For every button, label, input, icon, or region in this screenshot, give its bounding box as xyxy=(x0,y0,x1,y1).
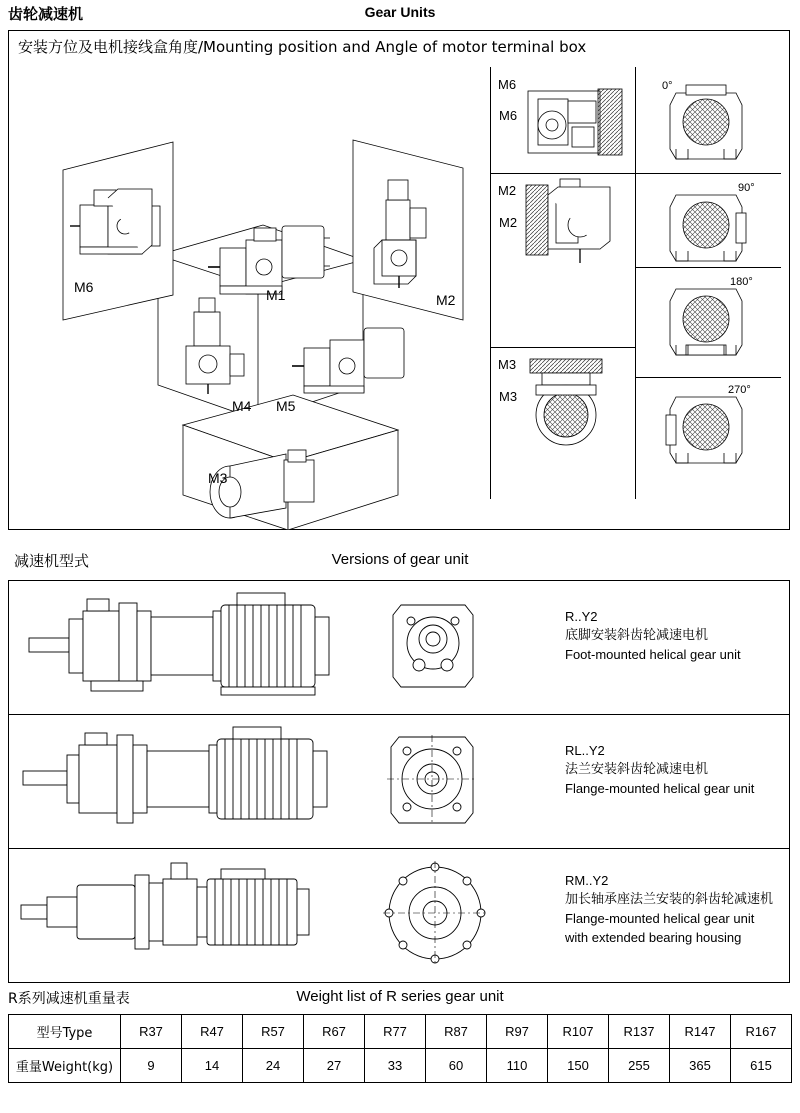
version-row-2 xyxy=(9,715,789,849)
version-desc-en-1: Foot-mounted helical gear unit xyxy=(565,647,741,662)
weight-table xyxy=(8,1014,792,1083)
cell-weight-3: 27 xyxy=(304,1049,365,1083)
versions-panel xyxy=(8,580,790,983)
version-code-1: R..Y2 xyxy=(565,609,598,624)
cell-type-2: R57 xyxy=(243,1015,304,1049)
version-code-2: RL..Y2 xyxy=(565,743,605,758)
svg-text:M1: M1 xyxy=(266,287,286,303)
svg-text:90°: 90° xyxy=(738,182,755,194)
cell-weight-10: 615 xyxy=(731,1049,792,1083)
svg-text:180°: 180° xyxy=(730,276,753,288)
header-title-en: Gear Units xyxy=(364,4,436,20)
svg-text:270°: 270° xyxy=(728,384,751,396)
cell-type-10: R167 xyxy=(731,1015,792,1049)
version-desc-cn-3: 加长轴承座法兰安装的斜齿轮减速机 xyxy=(565,892,774,907)
versions-title-cn: 减速机型式 xyxy=(14,552,90,570)
version-row-3 xyxy=(9,849,789,983)
table-row-types xyxy=(9,1015,792,1049)
cell-weight-8: 255 xyxy=(609,1049,670,1083)
cell-type-5: R87 xyxy=(426,1015,487,1049)
svg-text:M4: M4 xyxy=(232,398,252,414)
svg-text:M3: M3 xyxy=(498,357,517,372)
svg-text:M6: M6 xyxy=(74,279,94,295)
version-desc-cn-1: 底脚安装斜齿轮减速电机 xyxy=(565,628,709,643)
mounting-position-title: 安装方位及电机接线盒角度/Mounting position and Angle of motor terminal box xyxy=(18,38,587,56)
cell-type-3: R67 xyxy=(304,1015,365,1049)
cell-type-0: R37 xyxy=(121,1015,182,1049)
version-desc-en-2: Flange-mounted helical gear unit xyxy=(565,781,755,796)
weights-title-cn: R系列减速机重量表 xyxy=(8,991,130,1007)
header-title-cn: 齿轮减速机 xyxy=(8,5,84,23)
versions-title-en: Versions of gear unit xyxy=(331,551,469,568)
svg-text:M3: M3 xyxy=(208,470,228,486)
version-desc-en-3b: with extended bearing housing xyxy=(565,930,742,945)
version-desc-en-3: Flange-mounted helical gear unit xyxy=(565,911,755,926)
cell-type-8: R137 xyxy=(609,1015,670,1049)
cell-weight-5: 60 xyxy=(426,1049,487,1083)
cell-type-4: R77 xyxy=(365,1015,426,1049)
svg-text:M2: M2 xyxy=(436,292,456,308)
grid-label-m3: M3 xyxy=(499,389,518,404)
cell-type-7: R107 xyxy=(548,1015,609,1049)
version-text-2 xyxy=(565,741,754,798)
version-row-1 xyxy=(9,581,789,715)
svg-text:M2: M2 xyxy=(498,183,517,198)
svg-text:M6: M6 xyxy=(498,77,517,92)
version-desc-cn-2: 法兰安装斜齿轮减速电机 xyxy=(565,762,709,777)
table-row-weights xyxy=(9,1049,792,1083)
cell-weight-4: 33 xyxy=(365,1049,426,1083)
svg-text:0°: 0° xyxy=(662,80,673,92)
svg-text:M5: M5 xyxy=(276,398,296,414)
row-header-weight: 重量Weight(kg) xyxy=(9,1049,121,1083)
row-header-type: 型号Type xyxy=(9,1015,121,1049)
cell-weight-2: 24 xyxy=(243,1049,304,1083)
cell-type-6: R97 xyxy=(487,1015,548,1049)
mounting-angle-grid xyxy=(490,67,781,499)
version-text-1 xyxy=(565,607,741,664)
cell-weight-1: 14 xyxy=(182,1049,243,1083)
grid-label-m2: M2 xyxy=(499,215,518,230)
cell-weight-7: 150 xyxy=(548,1049,609,1083)
cell-type-9: R147 xyxy=(670,1015,731,1049)
cell-weight-0: 9 xyxy=(121,1049,182,1083)
cell-weight-9: 365 xyxy=(670,1049,731,1083)
cell-weight-6: 110 xyxy=(487,1049,548,1083)
isometric-mounting-diagram xyxy=(8,30,498,530)
version-text-3 xyxy=(565,871,773,947)
version-code-3: RM..Y2 xyxy=(565,873,609,888)
grid-label-m6: M6 xyxy=(499,108,518,123)
cell-type-1: R47 xyxy=(182,1015,243,1049)
weights-title-en: Weight list of R series gear unit xyxy=(296,988,504,1005)
page-header xyxy=(0,0,800,26)
